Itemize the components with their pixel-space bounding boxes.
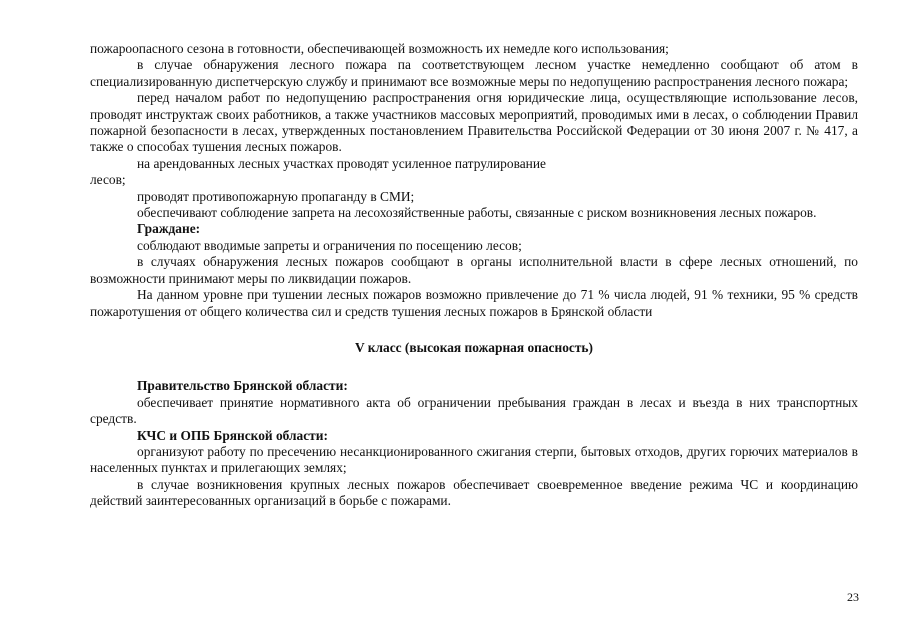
paragraph: в случаях обнаружения лесных пожаров сообщают в органы исполнительной власти в сфере лесных отношений, по возможности принимают меры по ликвидации пожаров. <box>90 254 858 286</box>
paragraph: на арендованных лесных участках проводят усиленное патрулирование <box>137 155 546 171</box>
paragraph: лесов; <box>90 172 126 188</box>
paragraphs-bottom <box>90 378 858 509</box>
paragraph: в случае возникновения крупных лесных пожаров обеспечивает своевременное введение режима ЧС и координацию действий заинтересованных организаций в борьбе с пожарами. <box>90 476 858 509</box>
paragraph: организуют работу по пресечению несанкционированного сжигания стерпи, бытовых отходов, других горючих материалов в населенных пунктах и прилегающих землях; <box>90 443 858 476</box>
section-title: V класс (высокая пожарная опасность) <box>355 339 593 355</box>
paragraph: проводят противопожарную пропаганду в СМИ; <box>137 188 415 204</box>
paragraph: соблюдают вводимые запреты и ограничения по посещению лесов; <box>137 237 522 253</box>
document-page <box>90 41 858 510</box>
paragraph-heading-citizens: Граждане: <box>137 221 201 237</box>
paragraph: в случае обнаружения лесного пожара па соответствующем лесном участке немедленно сообщают об атом в специализированную диспетчерскую службу и принимают все возможные меры по недопущению распространения лесного пожара; <box>90 57 858 89</box>
paragraph: перед началом работ по недопущению распространения огня юридические лица, осуществляющие использование лесов, проводят инструктаж своих работников, а также участников массовых мероприятий, проводимых ими в лесах, о соблюдении Правил пожарной безопасности в лесах, утвержденных постановлением Правительства Российской Федерации от 30 июня 2007 г. № 417, а также о способах тушения лесных пожаров. <box>90 90 858 155</box>
paragraph: обеспечивают соблюдение запрета на лесохозяйственные работы, связанные с риском возникновения лесных пожаров. <box>137 205 817 221</box>
page-number: 23 <box>847 590 859 604</box>
paragraph: На данном уровне при тушении лесных пожаров возможно привлечение до 71 % числа людей, 91 % техники, 95 % средств пожаротушения от общего количества сил и средств тушения лесных пожаров в Брянской области <box>90 287 858 319</box>
paragraphs-top <box>90 41 858 320</box>
paragraph: пожароопасного сезона в готовности, обеспечивающей возможность их немедле кого использования; <box>90 41 669 56</box>
paragraph: обеспечивает принятие нормативного акта об ограничении пребывания граждан в лесах и въезда в них транспортных средств. <box>90 394 858 427</box>
paragraph-heading-government: Правительство Брянской области: <box>137 378 348 394</box>
paragraph-heading-kchs: КЧС и ОПБ Брянской области: <box>137 427 328 443</box>
